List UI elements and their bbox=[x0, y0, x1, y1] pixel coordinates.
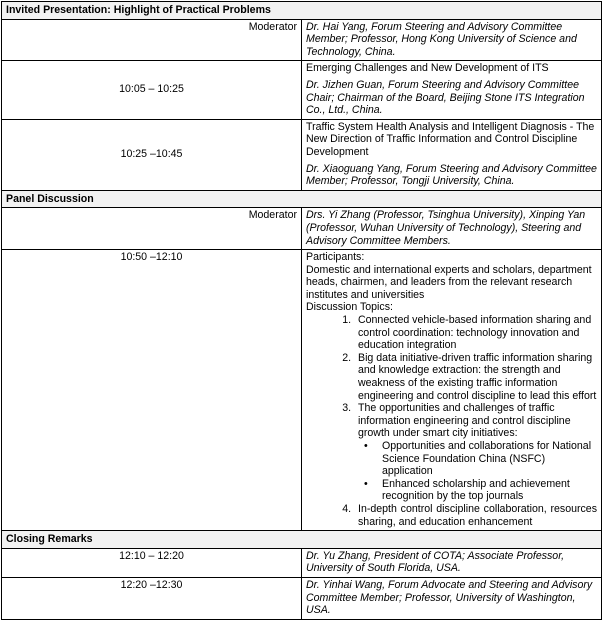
time-slot: 12:20 –12:30 bbox=[2, 577, 302, 619]
moderator-text: Dr. Hai Yang, Forum Steering and Advisory Committee Member; Professor, Hong Kong University of Science and Technology, China. bbox=[302, 19, 602, 61]
section-header-row bbox=[2, 531, 602, 549]
talk-cell bbox=[302, 119, 602, 190]
panel-details-cell bbox=[302, 250, 602, 531]
table-row bbox=[2, 19, 602, 61]
topic-text: Connected vehicle-based information sharing and control coordination: technology innovation and education integration bbox=[358, 314, 592, 352]
section-header-row bbox=[2, 2, 602, 20]
subtopic-text: Opportunities and collaborations for National Science Foundation China (NSFC) application bbox=[382, 440, 592, 478]
section-header-row bbox=[2, 190, 602, 208]
closing-speaker: Dr. Yinhai Wang, Forum Advocate and Steering and Advisory Committee Member; Professor, University of Washington, USA. bbox=[302, 577, 602, 619]
closing-speaker: Dr. Yu Zhang, President of COTA; Associate Professor, University of South Florida, USA. bbox=[302, 548, 602, 577]
subtopic-text: Enhanced scholarship and achievement recognition by the top journals bbox=[382, 477, 570, 503]
participants-text: Domestic and international experts and scholars, department heads, chairmen, and leaders from the relevant research institutes and universities bbox=[306, 263, 592, 301]
list-item bbox=[364, 440, 597, 478]
talk-title: Traffic System Health Analysis and Intelligent Diagnosis - The New Direction of Traffic Information and Control Discipline Development bbox=[306, 120, 595, 158]
topics-list bbox=[306, 314, 597, 528]
topics-label: Discussion Topics: bbox=[306, 301, 393, 314]
topic-text: The opportunities and challenges of traffic information engineering and control discipline growth under smart city initiatives: bbox=[358, 402, 571, 440]
list-item bbox=[354, 503, 597, 528]
table-row bbox=[2, 548, 602, 577]
list-item bbox=[354, 314, 597, 352]
bullet-icon: • bbox=[364, 477, 368, 490]
table-row bbox=[2, 119, 602, 190]
time-slot: 10:25 –10:45 bbox=[2, 119, 302, 190]
talk-cell bbox=[302, 61, 602, 119]
topic-text: In-depth control discipline collaboration, resources sharing, and education enhancement bbox=[358, 502, 597, 528]
talk-speaker: Dr. Xiaoguang Yang, Forum Steering and Advisory Committee Member; Professor, Tongji University, China. bbox=[306, 162, 597, 188]
moderator-label: Moderator bbox=[2, 19, 302, 61]
table-row bbox=[2, 250, 602, 531]
moderator-label: Moderator bbox=[2, 208, 302, 250]
list-item bbox=[354, 352, 597, 402]
section-heading-closing: Closing Remarks bbox=[2, 531, 602, 549]
list-item bbox=[364, 477, 597, 503]
topic-text: Big data initiative-driven traffic information sharing and knowledge extraction: the strength and weakness of the existing traffic information engineering and control discipline to lead this effort bbox=[358, 351, 597, 402]
table-row bbox=[2, 577, 602, 619]
section-heading-invited: Invited Presentation: Highlight of Practical Problems bbox=[2, 2, 602, 20]
table-row bbox=[2, 61, 602, 119]
participants-label: Participants: bbox=[306, 251, 365, 264]
moderator-text: Drs. Yi Zhang (Professor, Tsinghua University), Xinping Yan (Professor, Wuhan University of Technology), Steering and Advisory Committee Members. bbox=[302, 208, 602, 250]
list-item bbox=[354, 402, 597, 503]
time-slot: 10:05 – 10:25 bbox=[2, 61, 302, 119]
talk-title: Emerging Challenges and New Development of ITS bbox=[306, 62, 549, 75]
table-row bbox=[2, 208, 602, 250]
time-slot: 12:10 – 12:20 bbox=[2, 548, 302, 577]
time-slot: 10:50 –12:10 bbox=[2, 250, 302, 531]
program-table bbox=[1, 1, 602, 620]
talk-speaker: Dr. Jizhen Guan, Forum Steering and Advisory Committee Chair; Chairman of the Board, Beijing Stone ITS Integration Co., Ltd., China. bbox=[306, 78, 585, 117]
subtopics-list bbox=[358, 440, 597, 503]
bullet-icon: • bbox=[364, 440, 368, 452]
section-heading-panel: Panel Discussion bbox=[2, 190, 602, 208]
